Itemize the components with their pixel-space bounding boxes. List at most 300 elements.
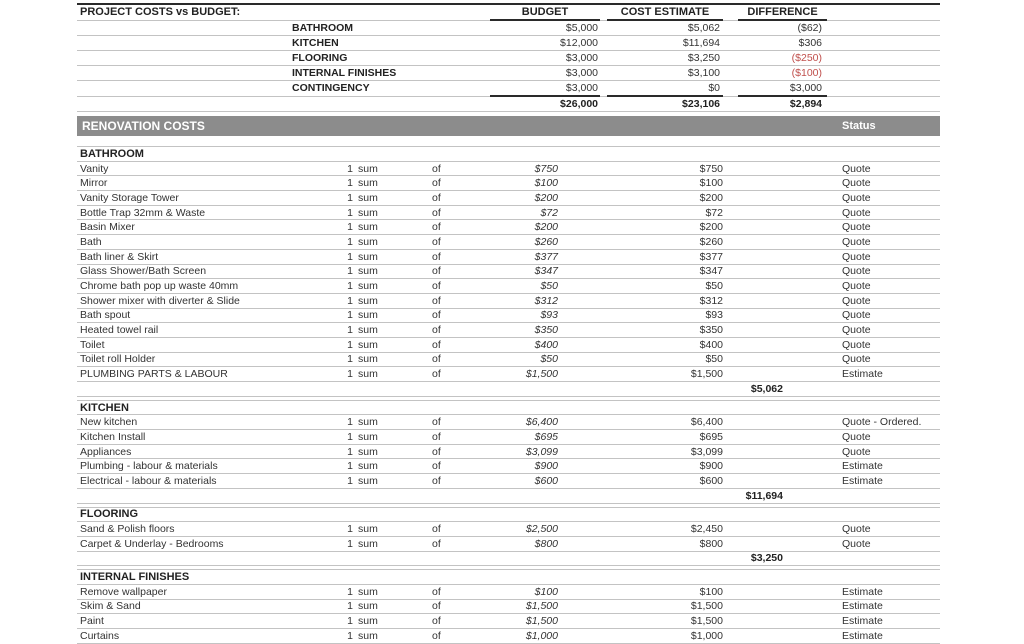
renovation-costs-header-bar bbox=[77, 116, 940, 136]
section-header-row bbox=[77, 507, 940, 522]
item-row bbox=[77, 474, 940, 489]
summary-budget-value: $3,000 bbox=[490, 81, 600, 97]
column-gap bbox=[600, 4, 607, 20]
subtotal-cell bbox=[384, 551, 460, 566]
item-description: Curtains bbox=[77, 629, 340, 644]
section-name: FLOORING bbox=[77, 507, 340, 522]
section-gap-row bbox=[77, 136, 940, 147]
summary-total-label bbox=[292, 96, 490, 112]
item-row bbox=[77, 584, 940, 599]
summary-row-trail bbox=[827, 36, 940, 51]
item-status: Quote bbox=[788, 220, 940, 235]
item-row bbox=[77, 430, 940, 445]
summary-row-trail bbox=[827, 51, 940, 66]
item-qty: 1 bbox=[340, 522, 354, 537]
item-of-label: of bbox=[384, 220, 460, 235]
item-rate: $50 bbox=[460, 352, 562, 367]
item-status: Quote bbox=[788, 536, 940, 551]
summary-total-budget: $26,000 bbox=[490, 96, 600, 112]
summary-header-row bbox=[77, 4, 940, 20]
subtotal-cell bbox=[460, 488, 562, 503]
item-subtotal-spacer bbox=[727, 337, 788, 352]
section-header-cell bbox=[384, 400, 460, 415]
item-unit: sum bbox=[354, 191, 384, 206]
item-qty: 1 bbox=[340, 249, 354, 264]
item-rate: $750 bbox=[460, 161, 562, 176]
column-gap bbox=[723, 81, 738, 97]
item-amount: $1,500 bbox=[562, 599, 727, 614]
column-gap bbox=[723, 51, 738, 66]
item-rate: $93 bbox=[460, 308, 562, 323]
summary-category-label: BATHROOM bbox=[292, 20, 490, 36]
item-row bbox=[77, 176, 940, 191]
item-description: Vanity bbox=[77, 161, 340, 176]
item-qty: 1 bbox=[340, 584, 354, 599]
summary-difference-value: ($100) bbox=[738, 66, 827, 81]
item-qty: 1 bbox=[340, 205, 354, 220]
item-amount: $600 bbox=[562, 474, 727, 489]
item-row bbox=[77, 264, 940, 279]
item-status: Estimate bbox=[788, 614, 940, 629]
item-description: Mirror bbox=[77, 176, 340, 191]
item-row bbox=[77, 191, 940, 206]
item-subtotal-spacer bbox=[727, 584, 788, 599]
item-row bbox=[77, 629, 940, 644]
item-rate: $72 bbox=[460, 205, 562, 220]
item-status: Quote bbox=[788, 279, 940, 294]
section-header-cell bbox=[727, 400, 788, 415]
item-status: Quote bbox=[788, 293, 940, 308]
summary-cost-estimate-value: $0 bbox=[607, 81, 723, 97]
summary-row bbox=[77, 36, 940, 51]
item-row bbox=[77, 599, 940, 614]
section-name: BATHROOM bbox=[77, 147, 340, 162]
item-status: Estimate bbox=[788, 367, 940, 382]
item-rate: $100 bbox=[460, 584, 562, 599]
subtotal-cell bbox=[562, 551, 727, 566]
item-unit: sum bbox=[354, 293, 384, 308]
item-description: Bath liner & Skirt bbox=[77, 249, 340, 264]
section-header-row bbox=[77, 147, 940, 162]
item-unit: sum bbox=[354, 629, 384, 644]
item-row bbox=[77, 235, 940, 250]
item-rate: $200 bbox=[460, 220, 562, 235]
column-gap bbox=[600, 20, 607, 36]
item-qty: 1 bbox=[340, 629, 354, 644]
item-status: Quote bbox=[788, 337, 940, 352]
item-amount: $100 bbox=[562, 584, 727, 599]
subtotal-lead bbox=[77, 488, 340, 503]
item-of-label: of bbox=[384, 191, 460, 206]
item-rate: $6,400 bbox=[460, 415, 562, 430]
item-status: Estimate bbox=[788, 459, 940, 474]
item-description: Glass Shower/Bath Screen bbox=[77, 264, 340, 279]
item-status: Quote bbox=[788, 161, 940, 176]
section-header-cell bbox=[788, 507, 940, 522]
item-of-label: of bbox=[384, 459, 460, 474]
item-of-label: of bbox=[384, 629, 460, 644]
item-unit: sum bbox=[354, 614, 384, 629]
summary-row-trail bbox=[827, 66, 940, 81]
summary-row-lead bbox=[77, 51, 292, 66]
subtotal-cell bbox=[354, 488, 384, 503]
budget-column-header: BUDGET bbox=[490, 4, 600, 20]
item-subtotal-spacer bbox=[727, 293, 788, 308]
item-qty: 1 bbox=[340, 279, 354, 294]
item-row bbox=[77, 161, 940, 176]
status-column-header: Status bbox=[842, 120, 876, 132]
item-unit: sum bbox=[354, 444, 384, 459]
item-status: Estimate bbox=[788, 474, 940, 489]
summary-row bbox=[77, 51, 940, 66]
item-qty: 1 bbox=[340, 599, 354, 614]
difference-column-header: DIFFERENCE bbox=[738, 4, 827, 20]
summary-row bbox=[77, 66, 940, 81]
column-gap bbox=[600, 51, 607, 66]
section-header-cell bbox=[384, 507, 460, 522]
item-amount: $800 bbox=[562, 536, 727, 551]
subtotal-cell bbox=[340, 488, 354, 503]
item-of-label: of bbox=[384, 415, 460, 430]
item-description: Toilet bbox=[77, 337, 340, 352]
item-subtotal-spacer bbox=[727, 599, 788, 614]
item-amount: $1,000 bbox=[562, 629, 727, 644]
summary-budget-value: $3,000 bbox=[490, 66, 600, 81]
summary-total-difference: $2,894 bbox=[738, 96, 827, 112]
section-header-cell bbox=[384, 147, 460, 162]
item-rate: $350 bbox=[460, 323, 562, 338]
item-qty: 1 bbox=[340, 444, 354, 459]
item-description: Vanity Storage Tower bbox=[77, 191, 340, 206]
summary-cost-estimate-value: $3,100 bbox=[607, 66, 723, 81]
subtotal-cell bbox=[384, 382, 460, 397]
subtotal-cell bbox=[340, 382, 354, 397]
item-description: Kitchen Install bbox=[77, 430, 340, 445]
item-rate: $900 bbox=[460, 459, 562, 474]
item-subtotal-spacer bbox=[727, 323, 788, 338]
summary-budget-value: $3,000 bbox=[490, 51, 600, 66]
summary-row-lead bbox=[77, 96, 292, 112]
item-unit: sum bbox=[354, 430, 384, 445]
item-status: Quote bbox=[788, 352, 940, 367]
item-rate: $2,500 bbox=[460, 522, 562, 537]
item-of-label: of bbox=[384, 323, 460, 338]
subtotal-trail bbox=[788, 488, 940, 503]
section-header-cell bbox=[460, 400, 562, 415]
item-rate: $377 bbox=[460, 249, 562, 264]
column-gap bbox=[723, 4, 738, 20]
item-subtotal-spacer bbox=[727, 176, 788, 191]
item-status: Quote bbox=[788, 191, 940, 206]
section-name: INTERNAL FINISHES bbox=[77, 570, 340, 585]
item-status: Quote bbox=[788, 264, 940, 279]
section-header-cell bbox=[460, 570, 562, 585]
item-of-label: of bbox=[384, 474, 460, 489]
subtotal-trail bbox=[788, 382, 940, 397]
item-rate: $312 bbox=[460, 293, 562, 308]
item-of-label: of bbox=[384, 614, 460, 629]
item-subtotal-spacer bbox=[727, 308, 788, 323]
subtotal-cell bbox=[562, 488, 727, 503]
item-of-label: of bbox=[384, 161, 460, 176]
item-qty: 1 bbox=[340, 235, 354, 250]
item-unit: sum bbox=[354, 337, 384, 352]
summary-cost-estimate-value: $5,062 bbox=[607, 20, 723, 36]
item-description: Carpet & Underlay - Bedrooms bbox=[77, 536, 340, 551]
item-subtotal-spacer bbox=[727, 444, 788, 459]
summary-row-lead bbox=[77, 36, 292, 51]
item-qty: 1 bbox=[340, 293, 354, 308]
item-status: Quote bbox=[788, 235, 940, 250]
item-status: Estimate bbox=[788, 599, 940, 614]
item-qty: 1 bbox=[340, 367, 354, 382]
item-subtotal-spacer bbox=[727, 161, 788, 176]
item-rate: $600 bbox=[460, 474, 562, 489]
item-amount: $260 bbox=[562, 235, 727, 250]
item-description: New kitchen bbox=[77, 415, 340, 430]
item-qty: 1 bbox=[340, 323, 354, 338]
item-amount: $6,400 bbox=[562, 415, 727, 430]
item-of-label: of bbox=[384, 235, 460, 250]
item-description: Remove wallpaper bbox=[77, 584, 340, 599]
section-header-cell bbox=[354, 147, 384, 162]
column-gap bbox=[600, 36, 607, 51]
item-description: Basin Mixer bbox=[77, 220, 340, 235]
item-subtotal-spacer bbox=[727, 264, 788, 279]
item-qty: 1 bbox=[340, 474, 354, 489]
summary-row-lead bbox=[77, 20, 292, 36]
item-amount: $200 bbox=[562, 220, 727, 235]
section-header-cell bbox=[562, 507, 727, 522]
item-row bbox=[77, 352, 940, 367]
item-description: Bottle Trap 32mm & Waste bbox=[77, 205, 340, 220]
item-unit: sum bbox=[354, 584, 384, 599]
section-header-cell bbox=[384, 570, 460, 585]
section-header-cell bbox=[788, 570, 940, 585]
subtotal-cell bbox=[354, 551, 384, 566]
section-subtotal-value: $3,250 bbox=[727, 551, 788, 566]
item-row bbox=[77, 220, 940, 235]
item-subtotal-spacer bbox=[727, 220, 788, 235]
item-rate: $1,500 bbox=[460, 614, 562, 629]
item-amount: $312 bbox=[562, 293, 727, 308]
item-amount: $900 bbox=[562, 459, 727, 474]
item-rate: $1,500 bbox=[460, 367, 562, 382]
summary-difference-value: ($250) bbox=[738, 51, 827, 66]
item-of-label: of bbox=[384, 522, 460, 537]
item-unit: sum bbox=[354, 599, 384, 614]
item-unit: sum bbox=[354, 352, 384, 367]
column-gap bbox=[827, 4, 940, 20]
section-gap-cell bbox=[77, 136, 940, 147]
item-unit: sum bbox=[354, 176, 384, 191]
item-description: Shower mixer with diverter & Slide bbox=[77, 293, 340, 308]
section-header-cell bbox=[340, 570, 354, 585]
item-rate: $695 bbox=[460, 430, 562, 445]
section-header-cell bbox=[354, 400, 384, 415]
subtotal-lead bbox=[77, 382, 340, 397]
item-subtotal-spacer bbox=[727, 474, 788, 489]
item-of-label: of bbox=[384, 205, 460, 220]
item-status: Estimate bbox=[788, 584, 940, 599]
item-unit: sum bbox=[354, 161, 384, 176]
item-of-label: of bbox=[384, 337, 460, 352]
summary-difference-value: $3,000 bbox=[738, 81, 827, 97]
item-amount: $695 bbox=[562, 430, 727, 445]
subtotal-cell bbox=[354, 382, 384, 397]
item-amount: $1,500 bbox=[562, 614, 727, 629]
item-unit: sum bbox=[354, 522, 384, 537]
item-row bbox=[77, 308, 940, 323]
subtotal-trail bbox=[788, 551, 940, 566]
column-gap bbox=[600, 81, 607, 97]
item-subtotal-spacer bbox=[727, 279, 788, 294]
item-subtotal-spacer bbox=[727, 205, 788, 220]
item-amount: $72 bbox=[562, 205, 727, 220]
item-of-label: of bbox=[384, 367, 460, 382]
section-subtotal-value: $5,062 bbox=[727, 382, 788, 397]
item-description: Toilet roll Holder bbox=[77, 352, 340, 367]
section-header-cell bbox=[562, 570, 727, 585]
item-row bbox=[77, 279, 940, 294]
item-unit: sum bbox=[354, 474, 384, 489]
item-unit: sum bbox=[354, 205, 384, 220]
summary-category-label: CONTINGENCY bbox=[292, 81, 490, 97]
item-amount: $100 bbox=[562, 176, 727, 191]
item-unit: sum bbox=[354, 220, 384, 235]
summary-table bbox=[77, 3, 940, 112]
item-amount: $50 bbox=[562, 279, 727, 294]
item-description: Electrical - labour & materials bbox=[77, 474, 340, 489]
section-header-cell bbox=[562, 400, 727, 415]
section-header-cell bbox=[340, 147, 354, 162]
section-name: KITCHEN bbox=[77, 400, 340, 415]
section-header-cell bbox=[788, 147, 940, 162]
item-row bbox=[77, 415, 940, 430]
item-rate: $3,099 bbox=[460, 444, 562, 459]
item-subtotal-spacer bbox=[727, 352, 788, 367]
item-row bbox=[77, 536, 940, 551]
summary-row bbox=[77, 20, 940, 36]
item-unit: sum bbox=[354, 264, 384, 279]
item-subtotal-spacer bbox=[727, 430, 788, 445]
item-amount: $350 bbox=[562, 323, 727, 338]
renovation-costs-table bbox=[77, 136, 940, 644]
item-row bbox=[77, 205, 940, 220]
summary-row-lead bbox=[77, 66, 292, 81]
item-row bbox=[77, 614, 940, 629]
item-rate: $100 bbox=[460, 176, 562, 191]
item-status: Quote bbox=[788, 444, 940, 459]
item-qty: 1 bbox=[340, 459, 354, 474]
item-rate: $347 bbox=[460, 264, 562, 279]
item-of-label: of bbox=[384, 308, 460, 323]
item-unit: sum bbox=[354, 536, 384, 551]
main-table-body bbox=[77, 136, 940, 643]
item-status: Quote bbox=[788, 522, 940, 537]
item-row bbox=[77, 444, 940, 459]
item-unit: sum bbox=[354, 459, 384, 474]
section-header-cell bbox=[727, 507, 788, 522]
item-of-label: of bbox=[384, 444, 460, 459]
item-of-label: of bbox=[384, 536, 460, 551]
column-gap bbox=[600, 66, 607, 81]
item-qty: 1 bbox=[340, 264, 354, 279]
subtotal-cell bbox=[340, 551, 354, 566]
item-subtotal-spacer bbox=[727, 191, 788, 206]
item-amount: $377 bbox=[562, 249, 727, 264]
summary-cost-estimate-value: $3,250 bbox=[607, 51, 723, 66]
item-amount: $750 bbox=[562, 161, 727, 176]
item-description: Bath spout bbox=[77, 308, 340, 323]
item-subtotal-spacer bbox=[727, 522, 788, 537]
item-status: Quote bbox=[788, 249, 940, 264]
item-description: Chrome bath pop up waste 40mm bbox=[77, 279, 340, 294]
item-subtotal-spacer bbox=[727, 415, 788, 430]
subtotal-row bbox=[77, 488, 940, 503]
item-row bbox=[77, 323, 940, 338]
item-of-label: of bbox=[384, 279, 460, 294]
item-qty: 1 bbox=[340, 614, 354, 629]
item-unit: sum bbox=[354, 367, 384, 382]
subtotal-lead bbox=[77, 551, 340, 566]
item-qty: 1 bbox=[340, 161, 354, 176]
summary-row-trail bbox=[827, 96, 940, 112]
summary-category-label: INTERNAL FINISHES bbox=[292, 66, 490, 81]
item-qty: 1 bbox=[340, 415, 354, 430]
item-row bbox=[77, 337, 940, 352]
summary-row bbox=[77, 81, 940, 97]
column-gap bbox=[723, 96, 738, 112]
item-amount: $347 bbox=[562, 264, 727, 279]
item-of-label: of bbox=[384, 293, 460, 308]
item-rate: $1,500 bbox=[460, 599, 562, 614]
item-qty: 1 bbox=[340, 352, 354, 367]
item-qty: 1 bbox=[340, 308, 354, 323]
section-header-cell bbox=[562, 147, 727, 162]
item-unit: sum bbox=[354, 279, 384, 294]
summary-budget-value: $12,000 bbox=[490, 36, 600, 51]
item-subtotal-spacer bbox=[727, 367, 788, 382]
item-rate: $50 bbox=[460, 279, 562, 294]
item-description: Bath bbox=[77, 235, 340, 250]
item-status: Quote bbox=[788, 308, 940, 323]
item-qty: 1 bbox=[340, 220, 354, 235]
item-rate: $400 bbox=[460, 337, 562, 352]
item-qty: 1 bbox=[340, 337, 354, 352]
section-subtotal-value: $11,694 bbox=[727, 488, 788, 503]
cost-estimate-column-header: COST ESTIMATE bbox=[607, 4, 723, 20]
column-gap bbox=[723, 20, 738, 36]
item-status: Estimate bbox=[788, 629, 940, 644]
item-rate: $800 bbox=[460, 536, 562, 551]
summary-category-label: KITCHEN bbox=[292, 36, 490, 51]
item-rate: $260 bbox=[460, 235, 562, 250]
summary-difference-value: ($62) bbox=[738, 20, 827, 36]
column-gap bbox=[723, 66, 738, 81]
item-of-label: of bbox=[384, 584, 460, 599]
subtotal-cell bbox=[460, 551, 562, 566]
item-unit: sum bbox=[354, 235, 384, 250]
item-status: Quote bbox=[788, 323, 940, 338]
item-status: Quote bbox=[788, 176, 940, 191]
section-header-row bbox=[77, 570, 940, 585]
section-header-cell bbox=[460, 507, 562, 522]
item-amount: $200 bbox=[562, 191, 727, 206]
item-amount: $2,450 bbox=[562, 522, 727, 537]
summary-row-trail bbox=[827, 81, 940, 97]
item-subtotal-spacer bbox=[727, 459, 788, 474]
